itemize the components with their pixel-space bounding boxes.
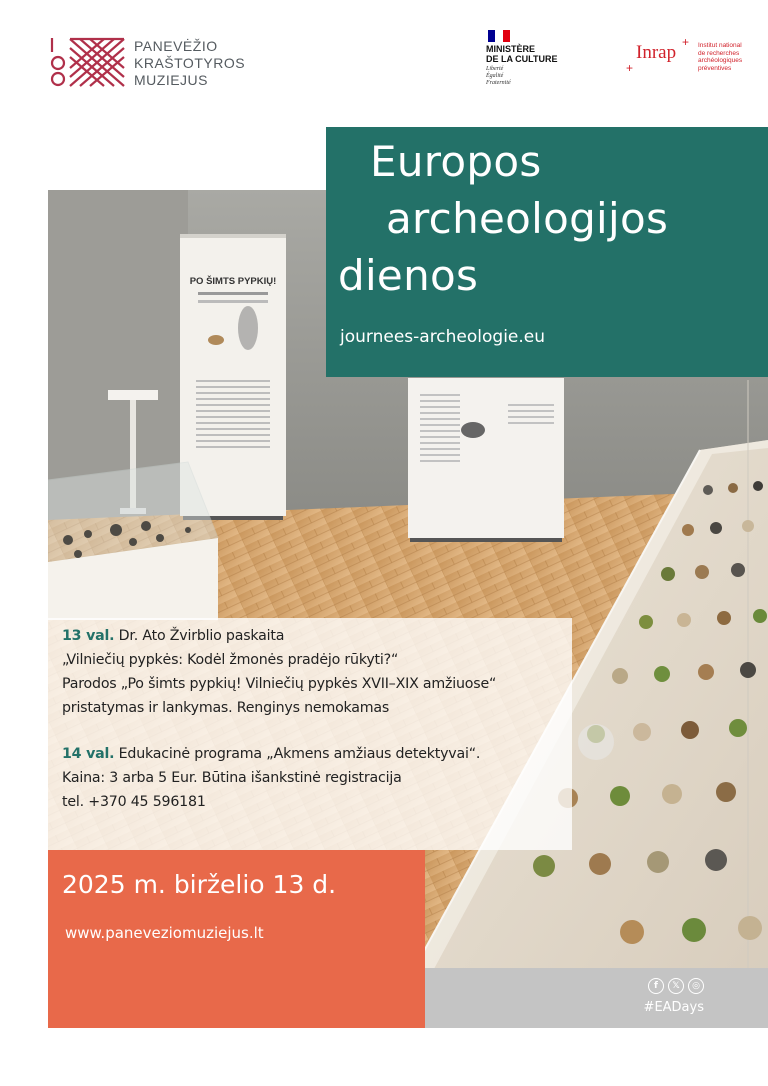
program-box [48, 618, 572, 850]
title-box [326, 127, 768, 377]
display-case [48, 462, 218, 620]
inrap-desc-line: préventives [698, 64, 732, 72]
motto-line: Liberté [486, 66, 504, 72]
facebook-icon[interactable]: f [648, 978, 664, 994]
x-icon[interactable]: 𝕏 [668, 978, 684, 994]
date-box [48, 850, 425, 1028]
museum-name-line: MUZIEJUS [134, 72, 208, 88]
museum-url[interactable]: www.paneveziomuziejus.lt [65, 924, 264, 942]
museum-logo-mark [48, 36, 126, 88]
event-time: 13 val. [62, 628, 115, 644]
program-line: pristatymas ir lankymas. Renginys nemokamas [62, 700, 390, 716]
program-line [62, 628, 284, 644]
plus-icon: + [682, 35, 690, 49]
motto-line: Égalité [486, 73, 504, 79]
inrap-desc-line: archéologiques [698, 57, 743, 64]
museum-name-line: PANEVĖŽIO [134, 38, 218, 54]
ministry-logo [486, 30, 576, 90]
program-line: „Vilniečių pypkės: Kodėl žmonės pradėjo rūkyti?“ [62, 652, 399, 668]
inrap-desc-line: Institut national [698, 42, 742, 49]
program-line: Parodos „Po šimts pypkių! Vilniečių pypkės XVII–XIX amžiuose“ [62, 676, 497, 692]
event-text: Edukacinė programa „Akmens amžiaus detektyvai“. [114, 746, 481, 762]
title-line: Europos [370, 137, 542, 186]
program-line[interactable]: tel. +370 45 596181 [62, 794, 206, 810]
banner-title: PO ŠIMTS PYPKIŲ! [189, 276, 277, 287]
inrap-wordmark: Inrap [636, 42, 677, 63]
museum-name-line: KRAŠTOTYROS [134, 55, 246, 71]
motto-line: Fraternité [486, 80, 511, 86]
museum-logo [48, 36, 248, 92]
title-line: archeologijos [386, 194, 669, 243]
inrap-logo [626, 35, 746, 80]
title-line: dienos [338, 251, 479, 300]
ministry-name [486, 44, 576, 64]
program-line [62, 746, 480, 762]
event-text: Dr. Ato Žvirblio paskaita [114, 628, 285, 644]
social-icons [648, 978, 704, 994]
marianne-icon [488, 30, 510, 42]
hashtag: #EADays [643, 1000, 704, 1015]
event-date: 2025 m. birželio 13 d. [62, 870, 337, 899]
ministry-name-line: MINISTÈRE [486, 44, 536, 54]
program-line: Kaina: 3 arba 5 Eur. Būtina išankstinė registracija [62, 770, 402, 786]
inrap-description [698, 42, 758, 72]
event-time: 14 val. [62, 746, 115, 762]
exhibition-banner [180, 234, 286, 520]
exhibition-banner [408, 378, 564, 542]
inrap-desc-line: de recherches [698, 49, 740, 57]
social-box [425, 968, 768, 1028]
ministry-motto [486, 66, 576, 87]
plus-icon: + [626, 61, 634, 75]
museum-name [134, 38, 245, 89]
instagram-icon[interactable]: ◎ [688, 978, 704, 994]
ministry-name-line: DE LA CULTURE [486, 54, 558, 64]
title-url[interactable]: journees-archeologie.eu [340, 327, 546, 347]
